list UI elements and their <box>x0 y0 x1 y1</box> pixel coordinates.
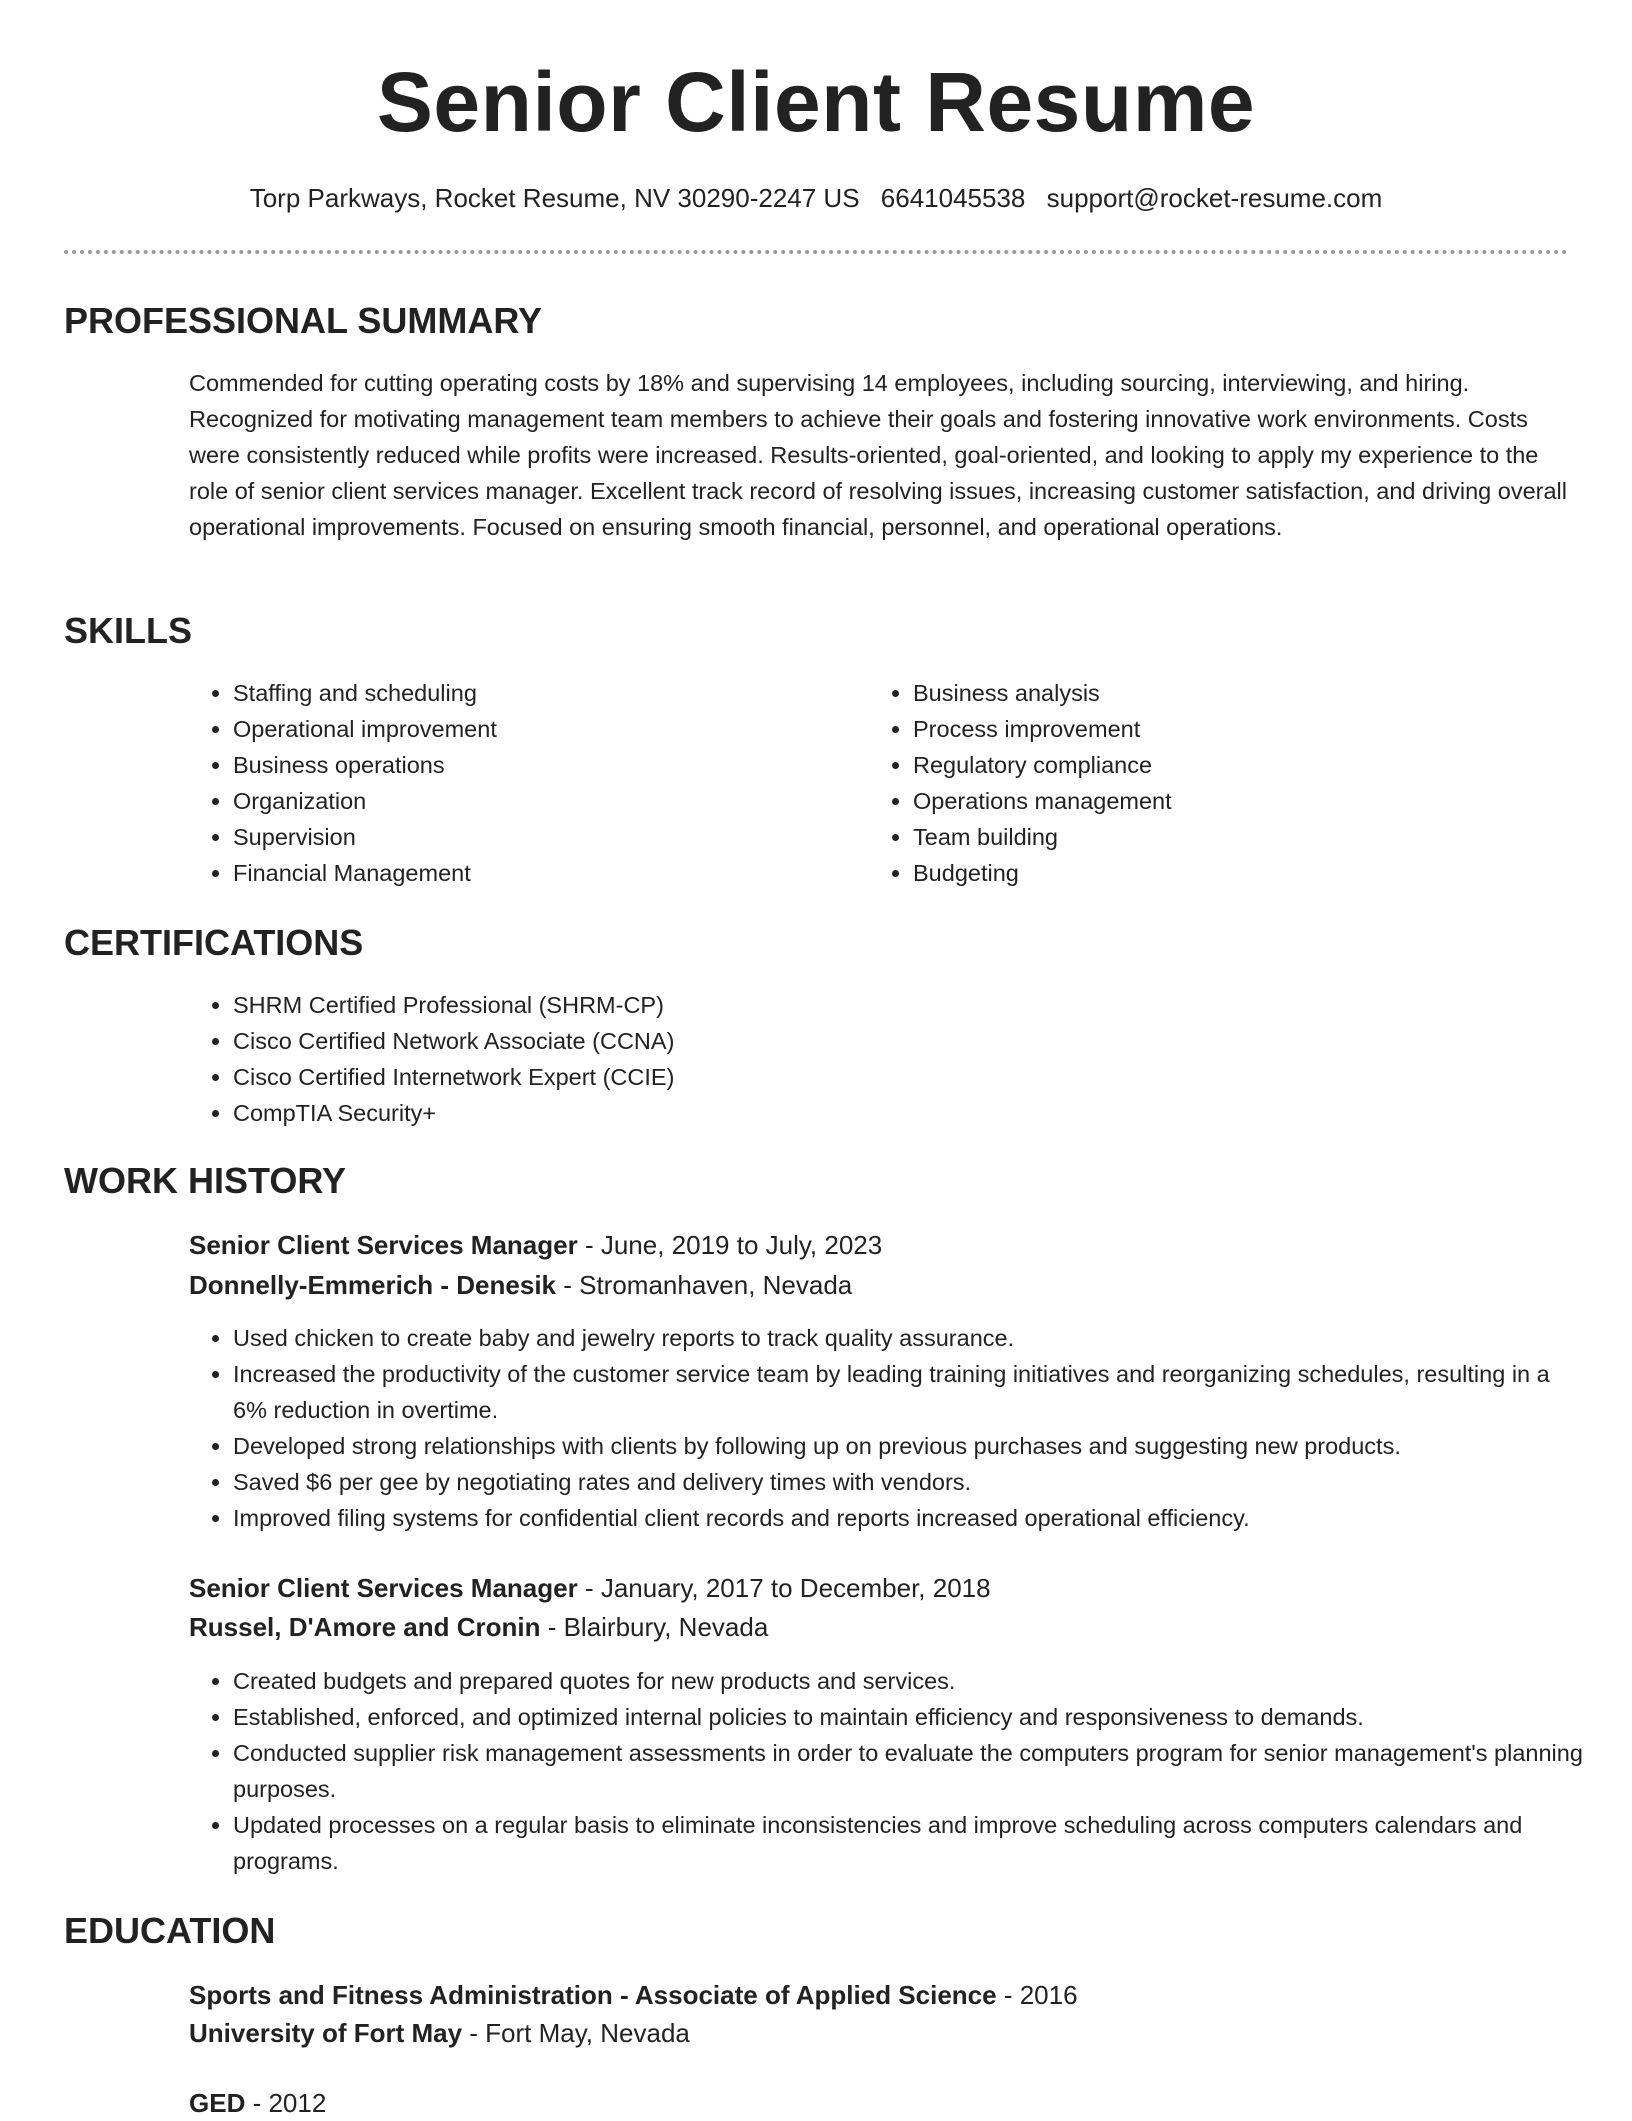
job-title-line <box>189 1227 1574 1263</box>
education-year: - 2016 <box>996 1980 1078 2010</box>
job-bullet: • Increased the productivity of the customer service team by leading training initiatives and reorganizing schedules, resulting in a 6% reduction in overtime. <box>233 1356 1573 1428</box>
certifications-heading: CERTIFICATIONS <box>64 922 364 963</box>
job-bullet: • Developed strong relationships with clients by following up on previous purchases and suggesting new products. <box>233 1428 1573 1464</box>
education-location: - Fort May, Nevada <box>462 2018 690 2048</box>
contact-line <box>0 180 1632 216</box>
contact-phone: 6641045538 <box>880 183 1026 213</box>
header-divider <box>64 250 1568 254</box>
skill-item: • Budgeting <box>913 855 1533 891</box>
job-role: Senior Client Services Manager <box>189 1230 578 1260</box>
education-year: - 2012 <box>245 2088 327 2118</box>
job-company: Donnelly-Emmerich - Denesik <box>189 1270 556 1300</box>
job-role: Senior Client Services Manager <box>189 1573 578 1603</box>
job-company-line <box>189 1609 1574 1645</box>
contact-address: Torp Parkways, Rocket Resume, NV 30290-2247 US <box>249 183 860 213</box>
skill-item: • Supervision <box>233 819 853 855</box>
skills-list-right <box>869 675 1533 891</box>
job-location: - Stromanhaven, Nevada <box>556 1270 853 1300</box>
job-bullet: • Conducted supplier risk management assessments in order to evaluate the computers program for senior management's planning purposes. <box>233 1735 1613 1807</box>
job-bullet: • Improved filing systems for confidential client records and reports increased operational efficiency. <box>233 1500 1573 1536</box>
certification-item: • CompTIA Security+ <box>233 1095 1573 1131</box>
education-degree-line <box>189 1977 1574 2013</box>
summary-heading: PROFESSIONAL SUMMARY <box>64 300 543 341</box>
education-school: University of Fort May <box>189 2018 463 2048</box>
job-dates: - June, 2019 to July, 2023 <box>577 1230 883 1260</box>
certification-item: • SHRM Certified Professional (SHRM-CP) <box>233 987 1573 1023</box>
job-title-line <box>189 1570 1574 1606</box>
certification-item: • Cisco Certified Internetwork Expert (CCIE) <box>233 1059 1573 1095</box>
education-heading: EDUCATION <box>64 1910 276 1951</box>
skill-item: • Business operations <box>233 747 853 783</box>
education-degree: Sports and Fitness Administration - Associate of Applied Science <box>189 1980 997 2010</box>
job-company-line <box>189 1267 1574 1303</box>
skill-item: • Business analysis <box>913 675 1533 711</box>
job-bullet: • Saved $6 per gee by negotiating rates and delivery times with vendors. <box>233 1464 1573 1500</box>
job-bullets <box>189 1663 1613 1879</box>
job-bullets <box>189 1320 1573 1536</box>
skill-item: • Regulatory compliance <box>913 747 1533 783</box>
resume-name: Senior Client Resume <box>376 55 1256 149</box>
job-bullet: • Created budgets and prepared quotes for new products and services. <box>233 1663 1613 1699</box>
education-degree: GED <box>189 2088 246 2118</box>
skill-item: • Team building <box>913 819 1533 855</box>
skill-item: • Operational improvement <box>233 711 853 747</box>
skill-item: • Operations management <box>913 783 1533 819</box>
job-location: - Blairbury, Nevada <box>540 1612 769 1642</box>
job-bullet: • Updated processes on a regular basis to eliminate inconsistencies and improve scheduling across computers calendars and programs. <box>233 1807 1613 1879</box>
summary-text: Commended for cutting operating costs by 18% and supervising 14 employees, including sourcing, interviewing, and hiring. Recognized for motivating management team members to achieve their goals and fostering innovative work environments. Costs were consistently reduced while profits were increased. Results-oriented, goal-oriented, and looking to apply my experience to the role of senior client services manager. Excellent track record of resolving issues, increasing customer satisfaction, and driving overall operational improvements. Focused on ensuring smooth financial, personnel, and operational operations. <box>189 370 1567 540</box>
job-company: Russel, D'Amore and Cronin <box>189 1612 541 1642</box>
skill-item: • Organization <box>233 783 853 819</box>
skills-heading: SKILLS <box>64 610 193 651</box>
work-history-heading: WORK HISTORY <box>64 1160 347 1201</box>
certifications-list <box>189 987 1573 1131</box>
contact-email[interactable]: support@rocket-resume.com <box>1046 183 1383 213</box>
skill-item: • Staffing and scheduling <box>233 675 853 711</box>
certification-item: • Cisco Certified Network Associate (CCNA) <box>233 1023 1573 1059</box>
job-bullet: • Used chicken to create baby and jewelry reports to track quality assurance. <box>233 1320 1573 1356</box>
skill-item: • Process improvement <box>913 711 1533 747</box>
skills-list-left <box>189 675 853 891</box>
job-dates: - January, 2017 to December, 2018 <box>577 1573 991 1603</box>
education-degree-line <box>189 2085 1574 2121</box>
job-bullet: • Established, enforced, and optimized internal policies to maintain efficiency and responsiveness to demands. <box>233 1699 1613 1735</box>
education-school-line <box>189 2015 1574 2051</box>
skill-item: • Financial Management <box>233 855 853 891</box>
